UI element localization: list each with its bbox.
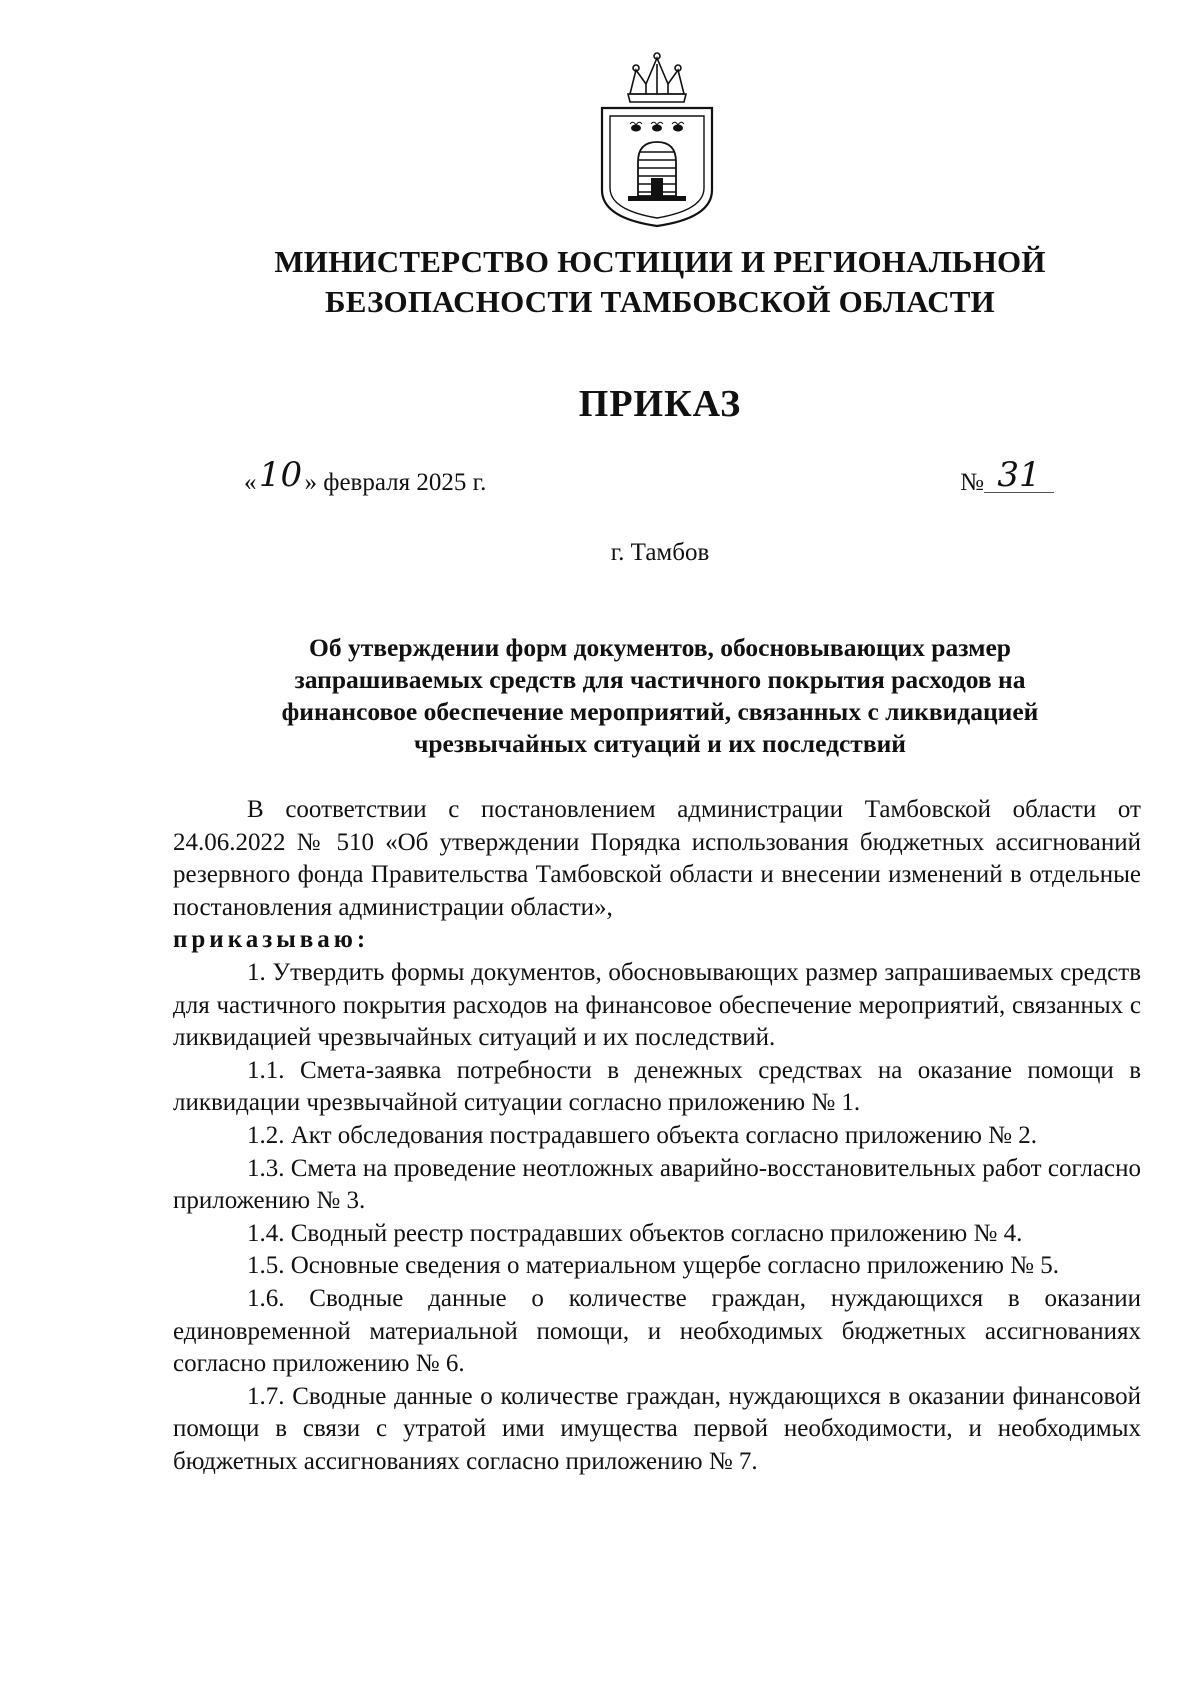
ministry-name-line-1: МИНИСТЕРСТВО ЮСТИЦИИ И РЕГИОНАЛЬНОЙ xyxy=(274,244,1046,279)
number-label: № xyxy=(960,469,984,496)
item-1-6: 1.6. Сводные данные о количестве граждан, нуждающихся в оказании единовременной материальной помощи, и необходимых бюджетных ассигнованиях согласно приложению № 6. xyxy=(173,1284,1141,1378)
subject-line-2: запрашиваемых средств для частичного покрытия расходов на xyxy=(294,665,1026,694)
item-1-1: 1.1. Смета-заявка потребности в денежных средствах на оказание помощи в ликвидации чрезвычайной ситуации согласно приложению № 1. xyxy=(173,1056,1141,1117)
preamble-paragraph: В соответствии с постановлением администрации Тамбовской области от 24.06.2022 № 510 «Об утверждении Порядка использования бюджетных ассигнований резервного фонда Правительства Тамбовской области и внесении изменений в отдельные постановления администрации области», xyxy=(173,796,1141,921)
subject-line-1: Об утверждении форм документов, обосновывающих размер xyxy=(309,633,1011,662)
order-body xyxy=(173,794,1141,1478)
item-1-4: 1.4. Сводный реестр пострадавших объектов согласно приложению № 4. xyxy=(247,1219,1023,1247)
city-line: г. Тамбов xyxy=(610,539,710,566)
subject-line-3: финансовое обеспечение мероприятий, связанных с ликвидацией xyxy=(281,697,1039,726)
date-rest: » февраля 2025 г. xyxy=(304,469,487,496)
item-1-2: 1.2. Акт обследования пострадавшего объекта согласно приложению № 2. xyxy=(247,1121,1038,1149)
order-date xyxy=(244,455,487,500)
number-value-handwritten: 31 xyxy=(984,458,1054,493)
item-1-5: 1.5. Основные сведения о материальном ущербе согласно приложению № 5. xyxy=(247,1252,1060,1280)
ministry-name xyxy=(0,242,1200,322)
item-1-7: 1.7. Сводные данные о количестве граждан, нуждающихся в оказании финансовой помощи в связи с утратой ими имущества первой необходимости, и необходимых бюджетных ассигнованиях согласно приложению № 7. xyxy=(173,1382,1141,1475)
item-1-3: 1.3. Смета на проведение неотложных аварийно-восстановительных работ согласно приложению № 3. xyxy=(173,1154,1141,1215)
date-open-quote: « xyxy=(244,469,257,496)
order-subject xyxy=(240,632,1080,760)
order-number xyxy=(960,455,1054,500)
date-day-handwritten: 10 xyxy=(258,455,303,495)
subject-line-4: чрезвычайных ситуаций и их последствий xyxy=(413,729,906,758)
order-word: приказываю: xyxy=(173,926,370,954)
ministry-name-line-2: БЕЗОПАСНОСТИ ТАМБОВСКОЙ ОБЛАСТИ xyxy=(325,284,995,319)
document-type-title: ПРИКАЗ xyxy=(578,383,742,425)
item-1: 1. Утвердить формы документов, обосновывающих размер запрашиваемых средств для частичного покрытия расходов на финансовое обеспечение мероприятий, связанных с ликвидацией чрезвычайных ситуаций и их последствий. xyxy=(173,958,1141,1052)
tambov-coat-of-arms-icon xyxy=(592,50,722,228)
